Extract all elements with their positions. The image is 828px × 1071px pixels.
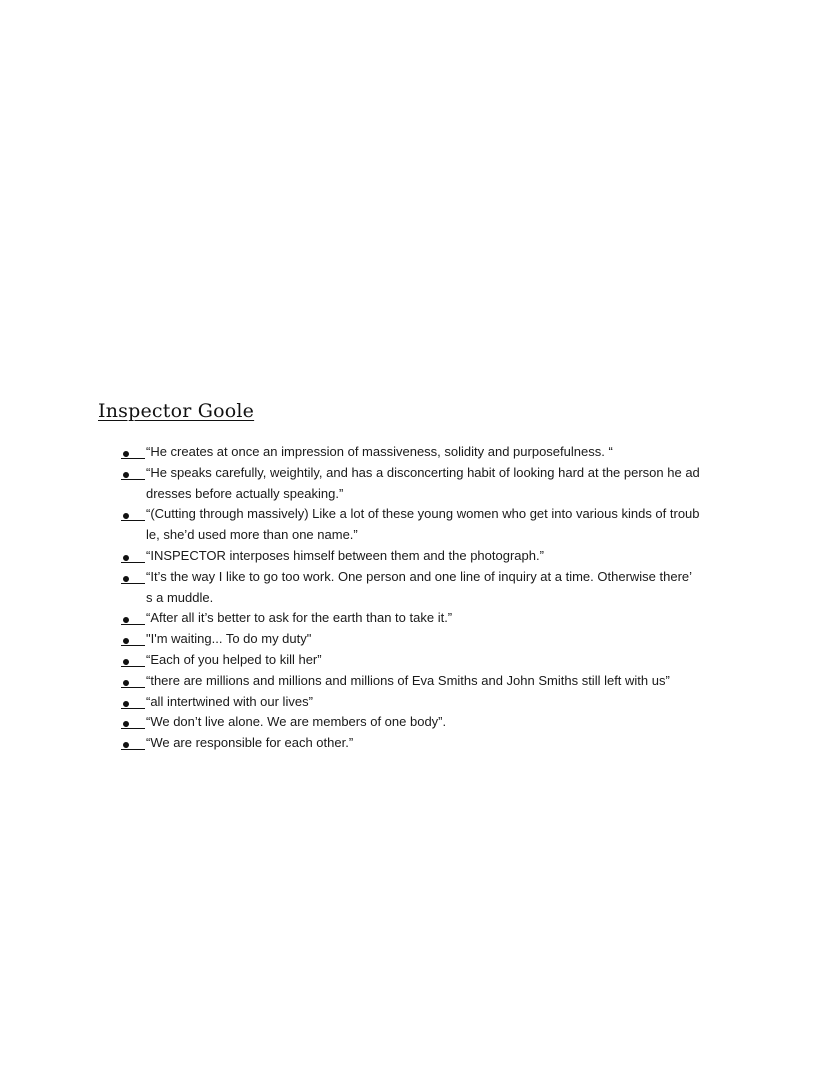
quote-text: “Each of you helped to kill her” <box>146 651 322 667</box>
bullet-icon <box>120 567 144 588</box>
bullet-icon <box>120 733 144 754</box>
page-title: Inspector Goole <box>98 400 255 422</box>
list-item <box>120 546 740 567</box>
quote-text: “After all it’s better to ask for the earth than to take it.” <box>146 610 453 626</box>
list-item <box>120 608 740 629</box>
quote-text: “He creates at once an impression of massiveness, solidity and purposefulness. “ <box>146 444 613 459</box>
quote-text: "I'm waiting... To do my duty" <box>146 631 312 647</box>
list-item <box>120 692 740 713</box>
bullet-icon <box>120 608 144 629</box>
bullet-icon <box>120 504 144 525</box>
list-item <box>120 733 740 754</box>
quote-text: “there are millions and millions and millions of Eva Smiths and John Smiths still left with us” <box>146 672 670 688</box>
bullet-icon <box>120 629 144 650</box>
list-item <box>120 463 740 505</box>
bullet-icon <box>120 712 144 733</box>
bullet-icon <box>120 692 144 713</box>
bullet-icon <box>120 463 144 484</box>
quote-text: “He speaks carefully, weightily, and has a disconcerting habit of looking hard at the person he ad dresses before actually speaking.” <box>146 464 700 501</box>
quote-text: “all intertwined with our lives” <box>146 693 313 709</box>
list-item <box>120 650 740 671</box>
bullet-icon <box>120 671 144 692</box>
quote-text: “INSPECTOR interposes himself between them and the photograph.” <box>146 547 544 563</box>
quote-text: “We are responsible for each other.” <box>146 735 354 751</box>
list-item <box>120 712 740 733</box>
quote-list <box>120 442 740 754</box>
list-item <box>120 671 740 692</box>
list-item <box>120 504 740 546</box>
bullet-icon <box>120 546 144 567</box>
list-item <box>120 629 740 650</box>
list-item <box>120 567 740 609</box>
quote-text: “It’s the way I like to go too work. One person and one line of inquiry at a time. Otherwise there’ s a muddle. <box>146 568 693 605</box>
list-item <box>120 442 740 463</box>
quote-text: “We don’t live alone. We are members of one body”. <box>146 714 447 730</box>
bullet-icon <box>120 650 144 671</box>
quote-text: “(Cutting through massively) Like a lot of these young women who get into various kinds of troub le, she’d used more than one name.” <box>146 506 700 543</box>
bullet-icon <box>120 442 144 463</box>
